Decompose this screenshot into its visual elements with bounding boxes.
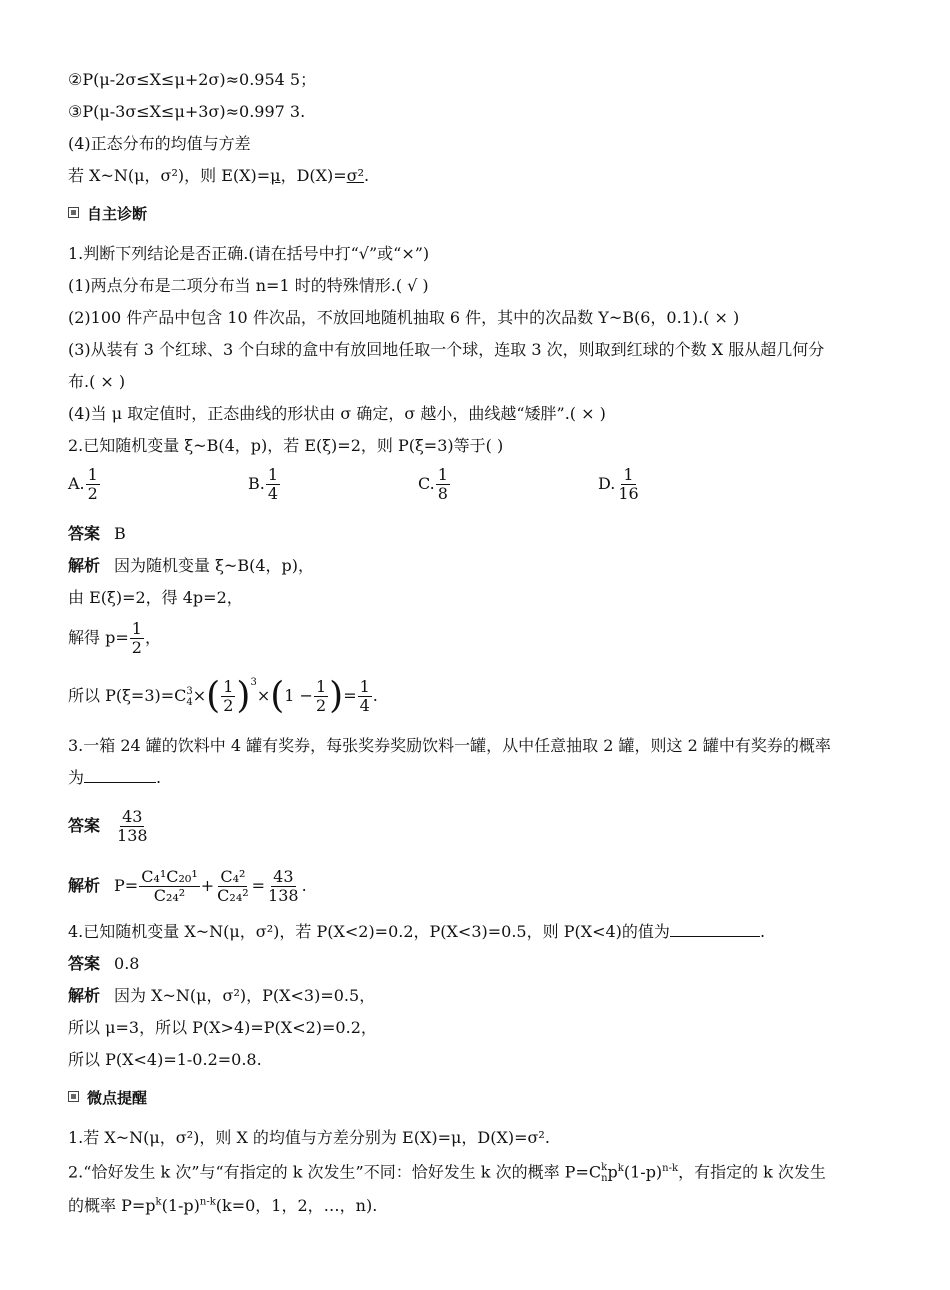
tip-2-cont: 的概率 $P=p^k(1-p)^{n-k}(k=0$，1，2，…，n). bbox=[68, 1196, 378, 1215]
normal-mean-variance-body: 若 X~N(μ，σ²)，则 E(X)=μ，D(X)=σ². bbox=[68, 166, 370, 185]
q4-stem: 4.已知随机变量 X~N(μ，σ²)，若 P(X<2)=0.2，P(X<3)=0.5，则 P(X<4)的值为 . bbox=[68, 922, 766, 941]
q2-analysis-3: 解得 p= $\frac{1}{2}$ ， bbox=[68, 619, 161, 657]
section-heading-self-diagnosis: 自主诊断 bbox=[68, 204, 147, 224]
option-b-fraction: $\frac{1}{4}$ bbox=[267, 465, 279, 503]
q1-statement-3-cont: 布.( × ) bbox=[68, 372, 126, 391]
q3-answer: 答案 $\frac{43}{138}$ bbox=[68, 807, 148, 845]
normal-mean-variance-title: (4)正态分布的均值与方差 bbox=[68, 134, 251, 153]
q4-answer: 答案 0.8 bbox=[68, 954, 140, 973]
section-square-icon bbox=[68, 1091, 79, 1102]
mean-answer: μ bbox=[270, 166, 281, 185]
q3-stem-cont: 为 . bbox=[68, 768, 162, 787]
option-c: C. $\frac{1}{8}$ bbox=[418, 465, 448, 503]
q2-answer: 答案 B bbox=[68, 524, 126, 543]
section-square-icon bbox=[68, 207, 79, 218]
q2-analysis-2: 由 E(ξ)=2，得 4p=2， bbox=[68, 588, 243, 607]
tip-1: 1.若 X~N(μ，σ²)，则 X 的均值与方差分别为 E(X)=μ，D(X)=σ². bbox=[68, 1128, 550, 1147]
q3-term-1: $\frac{\text{C₄¹C₂₀¹}}{\text{C₂₄²}}$ bbox=[141, 867, 198, 905]
q2-analysis-1: 解析 因为随机变量 ξ~B(4，p)， bbox=[68, 556, 314, 575]
q1-statement-1: (1)两点分布是二项分布当 n=1 时的特殊情形.( √ ) bbox=[68, 276, 429, 295]
q1-stem: 1.判断下列结论是否正确.(请在括号中打“√”或“×”) bbox=[68, 244, 430, 263]
p-value-fraction: $\frac{1}{2}$ bbox=[131, 619, 142, 657]
option-a: A. $\frac{1}{2}$ bbox=[68, 465, 98, 503]
variance-answer: σ² bbox=[346, 166, 365, 185]
option-b: B. $\frac{1}{4}$ bbox=[248, 465, 279, 503]
q3-stem: 3.一箱 24 罐的饮料中 4 罐有奖券，每张奖券奖励饮料一罐，从中任意抽取 2 罐，则这 2 罐中有奖券的概率 bbox=[68, 736, 831, 755]
q4-analysis-1: 解析 因为 X~N(μ，σ²)，P(X<3)=0.5， bbox=[68, 986, 376, 1005]
q2-stem: 2.已知随机变量 ξ~B(4，p)，若 E(ξ)=2，则 P(ξ=3)等于( ) bbox=[68, 436, 504, 455]
q2-analysis-4: 所以 P(ξ=3)=C 3 4 ×( $\frac{1}{2}$ )$^3$×(1 − $\frac{1}{2}$ )= $\frac{1}{4}$ . bbox=[68, 675, 378, 717]
q3-answer-fraction: $\frac{43}{138}$ bbox=[117, 807, 148, 845]
option-c-fraction: $\frac{1}{8}$ bbox=[437, 465, 448, 503]
q3-answer-blank bbox=[84, 768, 156, 783]
rule-3sigma: ③P(μ-3σ≤X≤μ+3σ)≈0.997 3. bbox=[68, 102, 306, 121]
result-fraction: $\frac{1}{4}$ bbox=[359, 677, 370, 715]
q3-analysis: 解析 P= $\frac{\text{C₄¹C₂₀¹}}{\text{C₂₄²}}$ + $\frac{\text{C₄²}}{\text{C₂₄²}}$ = $\frac{43}{138}$ . bbox=[68, 867, 307, 905]
tip-2: 2.“恰好发生 k 次”与“有指定的 k 次发生”不同：恰好发生 k 次的概率 P=C k n $p^k(1-p)^{n-k}$，有指定的 k 次发生 bbox=[68, 1162, 826, 1184]
option-a-fraction: $\frac{1}{2}$ bbox=[87, 465, 98, 503]
q4-analysis-2: 所以 μ=3，所以 P(X>4)=P(X<2)=0.2， bbox=[68, 1018, 377, 1037]
half-fraction-1: $\frac{1}{2}$ bbox=[223, 677, 234, 715]
q4-analysis-3: 所以 P(X<4)=1-0.2=0.8. bbox=[68, 1050, 262, 1069]
half-fraction-2: $\frac{1}{2}$ bbox=[315, 677, 327, 715]
q4-answer-blank bbox=[670, 922, 760, 937]
q1-statement-2: (2)100 件产品中包含 10 件次品，不放回地随机抽取 6 件，其中的次品数 Y~B(6，0.1).( × ) bbox=[68, 308, 740, 327]
combination-indices: 3 4 bbox=[186, 685, 193, 708]
option-d-fraction: $\frac{1}{16}$ bbox=[618, 465, 639, 503]
section-heading-tips: 微点提醒 bbox=[68, 1088, 147, 1108]
q1-statement-3: (3)从装有 3 个红球、3 个白球的盒中有放回地任取一个球，连取 3 次，则取到红球的个数 X 服从超几何分 bbox=[68, 340, 825, 359]
q3-term-2: $\frac{\text{C₄²}}{\text{C₂₄²}}$ bbox=[217, 867, 249, 905]
option-d: D. $\frac{1}{16}$ bbox=[598, 465, 639, 503]
q3-result: $\frac{43}{138}$ bbox=[268, 867, 299, 905]
q1-statement-4: (4)当 μ 取定值时，正态曲线的形状由 σ 确定，σ 越小，曲线越“矮胖”.( × ) bbox=[68, 404, 606, 423]
tip-combination-indices: k n bbox=[601, 1162, 608, 1184]
rule-2sigma: ②P(μ-2σ≤X≤μ+2σ)≈0.954 5； bbox=[68, 70, 317, 89]
